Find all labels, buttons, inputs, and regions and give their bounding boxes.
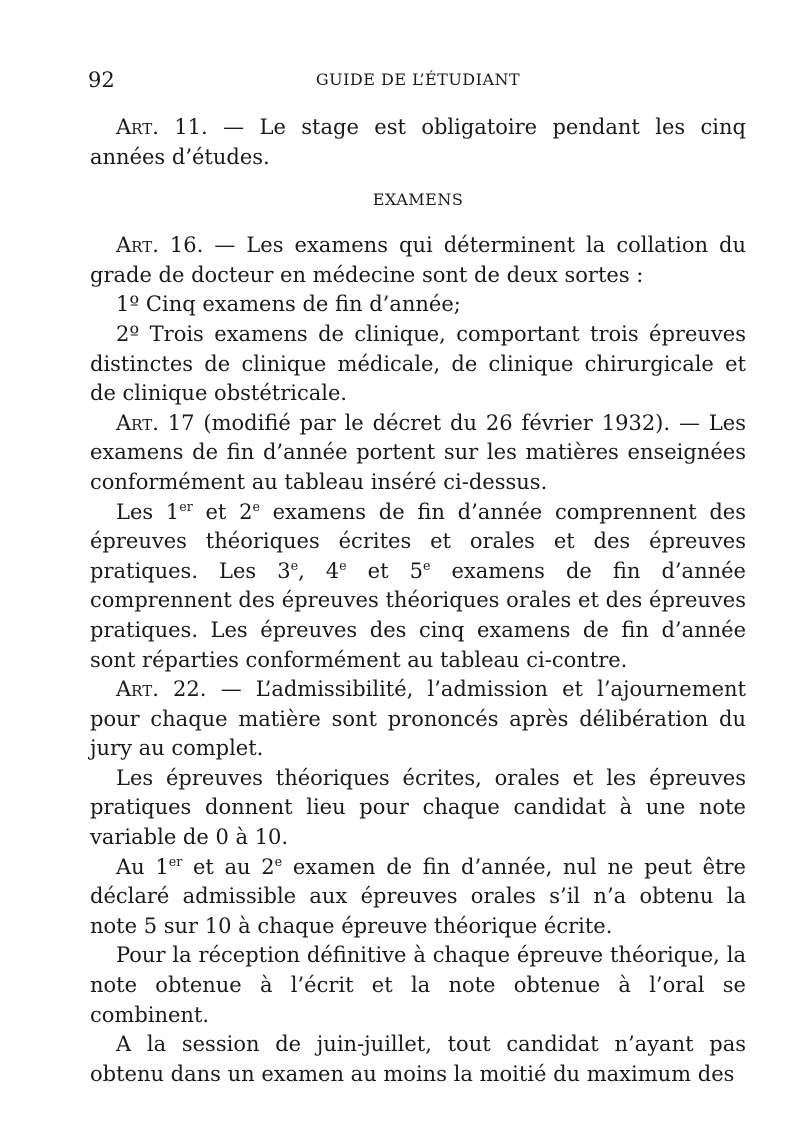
article-22-text: — L’admissibilité, l’admission et l’ajournement pour chaque matière sont prononcés après délibération du jury au complet.	[90, 677, 746, 761]
ordinal-superscript: e	[252, 498, 260, 514]
article-16-label: Art. 16.	[116, 233, 204, 258]
text-run: examen de fin d’année, nul ne peut être déclaré admissible aux épreuves orales s’il n’a obtenu la note 5 sur 10 à chaque épreuve théorique écrite.	[90, 854, 746, 938]
text-run: et au 2	[182, 854, 275, 879]
ordinal-superscript: e	[290, 557, 299, 573]
ordinal-superscript: e	[422, 557, 431, 573]
paragraph-session: A la session de juin-juillet, tout candidat n’ayant pas obtenu dans un examen au moins la moitié du maximum des	[90, 1032, 746, 1086]
ordinal-superscript: er	[168, 853, 183, 869]
ordinal-superscript: e	[339, 557, 347, 573]
page-body	[90, 113, 746, 1089]
text-run: et 5	[346, 558, 423, 583]
article-11	[90, 113, 746, 172]
text-run: Au 1	[116, 854, 169, 879]
article-11-text: — Le stage est obligatoire pendant les cinq années d’études.	[90, 115, 746, 169]
paragraph-examens-composition	[90, 498, 746, 676]
text-run: examens de fin d’année comprennent des épreuves théoriques écrites et orales et des épreuves pratiques. Les 3	[90, 499, 747, 583]
text-run: examens de fin d’année comprennent des épreuves théoriques orales et des épreuves pratiques. Les épreuves des cinq examens de fin d’année sont réparties conformément au tableau ci-contre.	[90, 558, 746, 672]
article-22	[90, 675, 746, 764]
running-head: GUIDE DE L’ÉTUDIANT	[315, 70, 521, 89]
article-16-text: — Les examens qui déterminent la collation du grade de docteur en médecine sont de deux sortes :	[90, 233, 746, 287]
ordinal-superscript: e	[274, 853, 283, 869]
page-number: 92	[88, 68, 115, 92]
text-run: , 4	[298, 558, 340, 583]
paragraph-notes: Les épreuves théoriques écrites, orales et les épreuves pratiques donnent lieu pour chaque candidat à une note variable de 0 à 10.	[90, 765, 746, 850]
article-22-label: Art. 22.	[116, 677, 207, 702]
article-17-label: Art. 17	[116, 410, 195, 435]
article-11-label: Art. 11.	[116, 115, 208, 139]
page-header	[88, 68, 748, 98]
article-17	[90, 409, 746, 498]
paragraph-admissibilite	[90, 853, 746, 942]
article-16-item-1: 1º Cinq examens de fin d’année;	[116, 292, 461, 317]
text-run: Les 1	[116, 499, 180, 524]
article-17-text: (modifié par le décret du 26 février 1932). — Les examens de fin d’année portent sur les matières enseignées conformément au tableau inséré ci-dessus.	[90, 410, 747, 494]
text-run: et 2	[192, 499, 253, 524]
paragraph-reception: Pour la réception définitive à chaque épreuve théorique, la note obtenue à l’écrit et la note obtenue à l’oral se combinent.	[90, 943, 746, 1027]
ordinal-superscript: er	[179, 498, 193, 514]
article-16-item-2: 2º Trois examens de clinique, comportant trois épreuves distinctes de clinique médicale, de clinique chirurgicale et de clinique obstétricale.	[90, 321, 746, 406]
article-16	[90, 231, 746, 290]
section-title: EXAMENS	[372, 190, 464, 210]
